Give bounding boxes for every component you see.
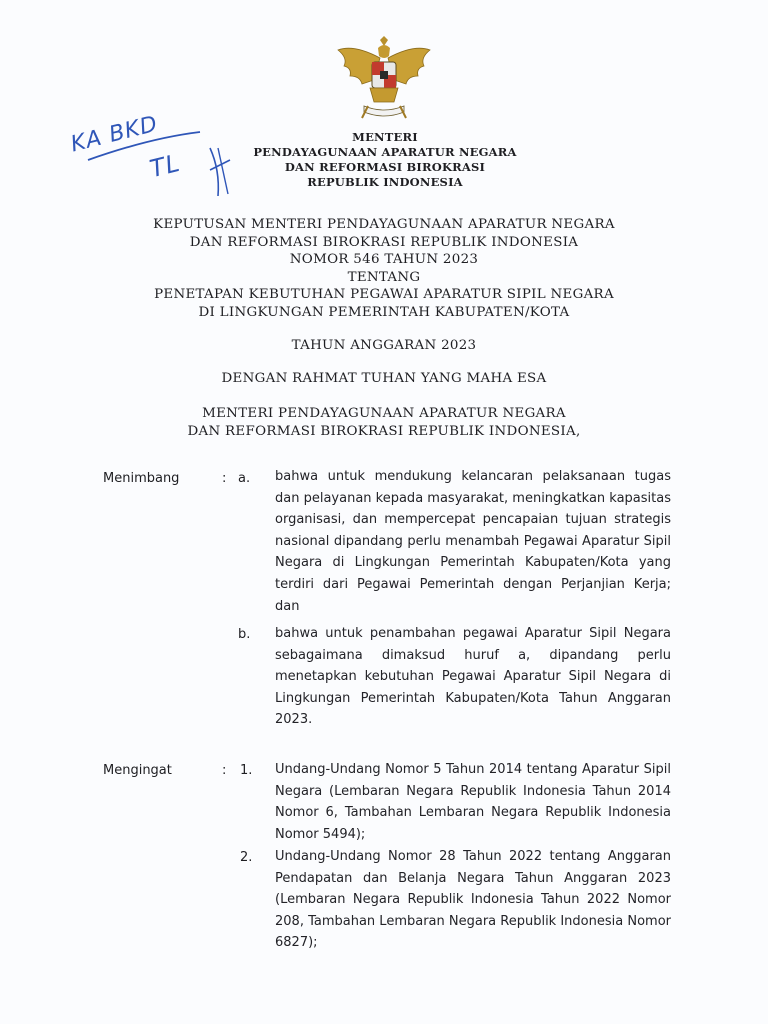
handwritten-note-line1: KA BKD — [68, 111, 161, 158]
header-line: MENTERI — [352, 130, 418, 144]
mengingat-marker-2: 2. — [240, 850, 253, 865]
title-line: TENTANG — [347, 269, 421, 285]
title-line: NOMOR 546 TAHUN 2023 — [289, 252, 479, 267]
decree-title — [0, 216, 768, 321]
minister-header — [0, 130, 768, 190]
title-line: PENETAPAN KEBUTUHAN PEGAWAI APARATUR SIPIL NEGARA — [154, 287, 614, 302]
title-line: KEPUTUSAN MENTERI PENDAYAGUNAAN APARATUR NEGARA — [153, 217, 615, 232]
minister-title — [0, 405, 768, 440]
title-line: DAN REFORMASI BIROKRASI REPUBLIK INDONESIA — [189, 234, 579, 250]
mengingat-item-2: Undang-Undang Nomor 28 Tahun 2022 tentang Anggaran Pendapatan dan Belanja Negara Tahun Anggaran 2023 (Lembaran Negara Republik Indonesia Tahun 2022 Nomor 208, Tambahan Lembaran Negara Republik Indonesia Nomor 6827); — [275, 849, 671, 951]
header-line: REPUBLIK INDONESIA — [307, 175, 463, 189]
menimbang-label: Menimbang — [103, 471, 180, 486]
mengingat-marker-1: 1. — [240, 763, 253, 778]
menimbang-colon: : — [222, 471, 227, 486]
menimbang-item-a: bahwa untuk mendukung kelancaran pelaksanaan tugas dan pelayanan kepada masyarakat, meningkatkan kapasitas organisasi, dan mempercepat pencapaian tujuan strategis nasional dipandang perlu menambah Pegawai Aparatur Sipil Negara di Lingkungan Pemerintah Kabupaten/Kota yang terdiri dari Pegawai Pemerintah dengan Perjanjian Kerja; dan — [275, 469, 671, 614]
blessing-line: DENGAN RAHMAT TUHAN YANG MAHA ESA — [221, 371, 547, 386]
mengingat-label: Mengingat — [103, 763, 172, 778]
minister-line: MENTERI PENDAYAGUNAAN APARATUR NEGARA — [202, 406, 566, 421]
garuda-emblem-icon — [334, 36, 434, 124]
header-line: PENDAYAGUNAAN APARATUR NEGARA — [253, 145, 517, 159]
minister-line: DAN REFORMASI BIROKRASI REPUBLIK INDONESIA, — [187, 423, 581, 439]
menimbang-marker-a: a. — [238, 471, 251, 486]
fiscal-year: TAHUN ANGGARAN 2023 — [291, 338, 477, 353]
title-line: DI LINGKUNGAN PEMERINTAH KABUPATEN/KOTA — [198, 304, 570, 320]
mengingat-item-1: Undang-Undang Nomor 5 Tahun 2014 tentang Aparatur Sipil Negara (Lembaran Negara Republik Indonesia Tahun 2014 Nomor 6, Tambahan Lembaran Negara Republik Indonesia Nomor 5494); — [275, 762, 671, 842]
mengingat-colon: : — [222, 763, 227, 778]
header-line: DAN REFORMASI BIROKRASI — [284, 160, 486, 174]
handwritten-note-line2: TL — [147, 148, 183, 184]
menimbang-item-b: bahwa untuk penambahan pegawai Aparatur Sipil Negara sebagaimana dimaksud huruf a, dipandang perlu menetapkan kebutuhan Pegawai Aparatur Sipil Negara di Lingkungan Pemerintah Kabupaten/Kota Tahun Anggaran 2023. — [275, 626, 671, 728]
menimbang-marker-b: b. — [238, 627, 251, 642]
